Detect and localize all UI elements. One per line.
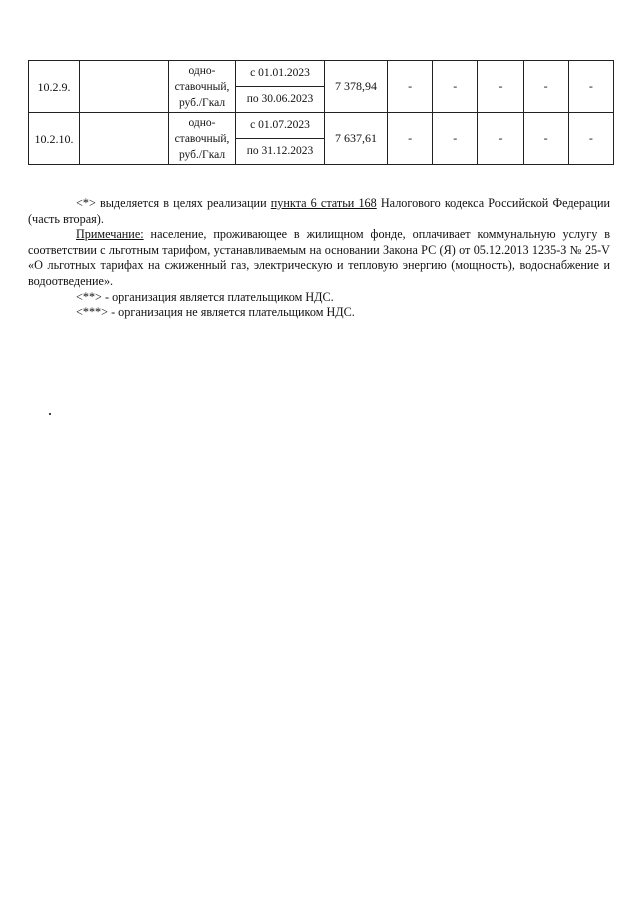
remark-text: население, проживающее в жилищном фонде, оплачивает коммунальную услугу в соответствии с льготным тарифом, устанавливаемым на основании Закона РС (Я) от 05.12.2013 1235-З № 25-V «О льготных тарифах на сжиженный газ, электрическую и тепловую энергию (мощность), водоснабжение и водоотведение».: [28, 227, 610, 288]
tariff-value: 7 378,94: [325, 61, 388, 113]
tariff-table: [28, 60, 614, 165]
tariff-kind: [169, 113, 236, 165]
row-name: [80, 113, 169, 165]
tariff-kind-line: одно-: [188, 116, 216, 129]
tariff-kind-line: одно-: [188, 64, 216, 77]
dash-cell: -: [568, 61, 613, 113]
footnote-mark: <*>: [76, 196, 96, 210]
dash-cell: -: [388, 61, 433, 113]
footnote-text: выделяется в целях реализации: [95, 196, 271, 210]
tariff-value: 7 637,61: [325, 113, 388, 165]
dash-cell: -: [388, 113, 433, 165]
footnote-vat-allocated: [28, 196, 610, 227]
law-reference-link[interactable]: пункта 6 статьи 168: [270, 196, 377, 210]
tariff-kind-line: ставочный,: [174, 132, 230, 145]
period-to: по 31.12.2023: [246, 145, 314, 157]
row-code: 10.2.9.: [29, 61, 80, 113]
notes-section: [28, 196, 610, 321]
remark-paragraph: [28, 227, 610, 289]
footnote-vat-payer: <**> - организация является плательщиком НДС.: [76, 289, 334, 304]
scan-speck: [49, 413, 51, 415]
dash-cell: -: [478, 61, 523, 113]
tariff-kind-line: руб./Гкал: [178, 96, 226, 109]
period-from: с 01.01.2023: [236, 61, 324, 87]
period-cell: [236, 113, 325, 165]
footnote-text: Налогового кодекса Российской Федерации (часть вторая).: [28, 196, 611, 226]
row-code: 10.2.10.: [29, 113, 80, 165]
dash-cell: -: [433, 61, 478, 113]
table-row: [29, 61, 614, 113]
table-row: [29, 113, 614, 165]
remark-label: Примечание:: [76, 227, 144, 242]
tariff-kind: [169, 61, 236, 113]
row-name: [80, 61, 169, 113]
period-cell: [236, 61, 325, 113]
period-from: с 01.07.2023: [236, 113, 324, 139]
footnote-non-vat-payer: <***> - организация не является плательщиком НДС.: [76, 305, 355, 320]
dash-cell: -: [523, 61, 568, 113]
dash-cell: -: [433, 113, 478, 165]
dash-cell: -: [568, 113, 613, 165]
tariff-kind-line: руб./Гкал: [178, 148, 226, 161]
period-to: по 30.06.2023: [246, 93, 314, 105]
dash-cell: -: [523, 113, 568, 165]
dash-cell: -: [478, 113, 523, 165]
tariff-kind-line: ставочный,: [174, 80, 230, 93]
